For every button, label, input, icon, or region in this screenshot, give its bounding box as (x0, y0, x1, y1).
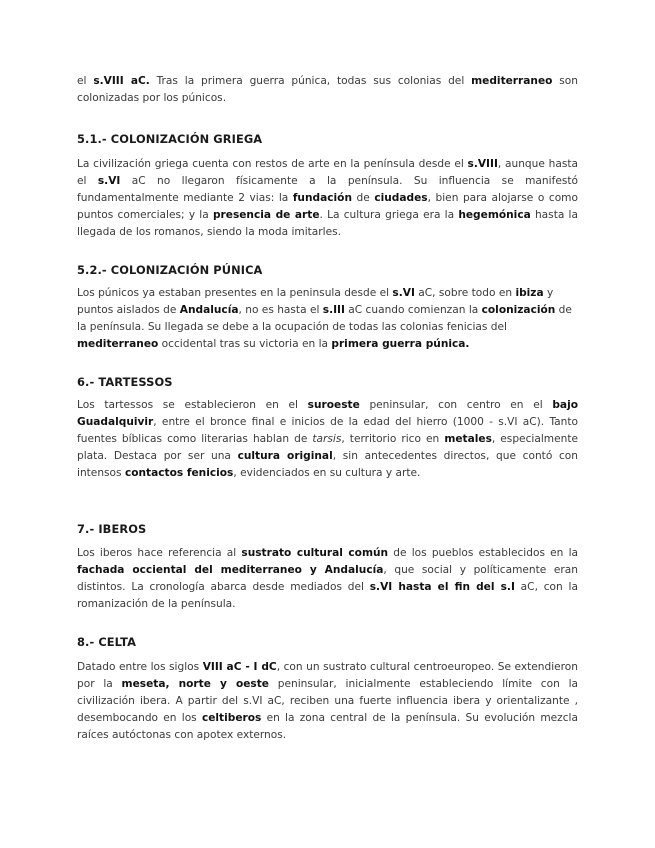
section-heading-colonizacion-punica: 5.2.- COLONIZACIÓN PÚNICA (77, 263, 263, 277)
section-paragraph-tartessos: Los tartessos se establecieron en el suroeste peninsular, con centro en el bajo Guadalquivir, entre el bronce final e inicios de la edad del hierro (1000 - s.VI aC). Tanto fuentes bíblicas como literarias hablan de tarsis, territorio rico en metales, especialmente plata. Destaca por ser una cultura original, sin antecedentes directos, que contó con intensos contactos fenicios, evidenciados en su cultura y arte. (77, 399, 578, 479)
section-heading-iberos: 7.- IBEROS (77, 522, 147, 536)
section-heading-tartessos: 6.- TARTESSOS (77, 375, 173, 389)
section-paragraph-celta: Datado entre los siglos VIII aC - I dC, con un sustrato cultural centroeuropeo. Se extendieron por la meseta, norte y oeste peninsular, inicialmente estableciendo límite con la civilización ibera. A partir del s.VI aC, reciben una fuerte influencia ibera y orientalizante , desembocando en los celtiberos en la zona central de la península. Su evolución mezcla raíces autóctonas con apotex externos. (77, 661, 579, 741)
section-paragraph-colonizacion-punica: Los púnicos ya estaban presentes en la peninsula desde el s.VI aC, sobre todo en ibiza y puntos aislados de Andalucía, no es hasta el s.III aC cuando comienzan la colonización de la península. Su llegada se debe a la ocupación de todas las colonias fenicias del mediterraneo occidental tras su victoria en la primera guerra púnica. (77, 287, 572, 350)
section-heading-celta: 8.- CELTA (77, 635, 137, 649)
intro-paragraph: el s.VIII aC. Tras la primera guerra púnica, todas sus colonias del mediterraneo son colonizadas por los púnicos. (77, 75, 578, 104)
section-heading-colonizacion-griega: 5.1.- COLONIZACIÓN GRIEGA (77, 132, 263, 146)
section-paragraph-iberos: Los iberos hace referencia al sustrato cultural común de los pueblos establecidos en la fachada occiental del mediterraneo y Andalucía, que social y políticamente eran distintos. La cronología abarca desde mediados del s.VI hasta el fin del s.I aC, con la romanización de la península. (77, 547, 578, 610)
document-content (77, 73, 578, 744)
section-paragraph-colonizacion-griega: La civilización griega cuenta con restos de arte en la península desde el s.VIII, aunque hasta el s.VI aC no llegaron físicamente a la península. Su influencia se manifestó fundamentalmente mediante 2 vias: la fundación de ciudades, bien para alojarse o como puntos comerciales; y la presencia de arte. La cultura griega era la hegemónica hasta la llegada de los romanos, siendo la moda imitarles. (77, 158, 578, 238)
